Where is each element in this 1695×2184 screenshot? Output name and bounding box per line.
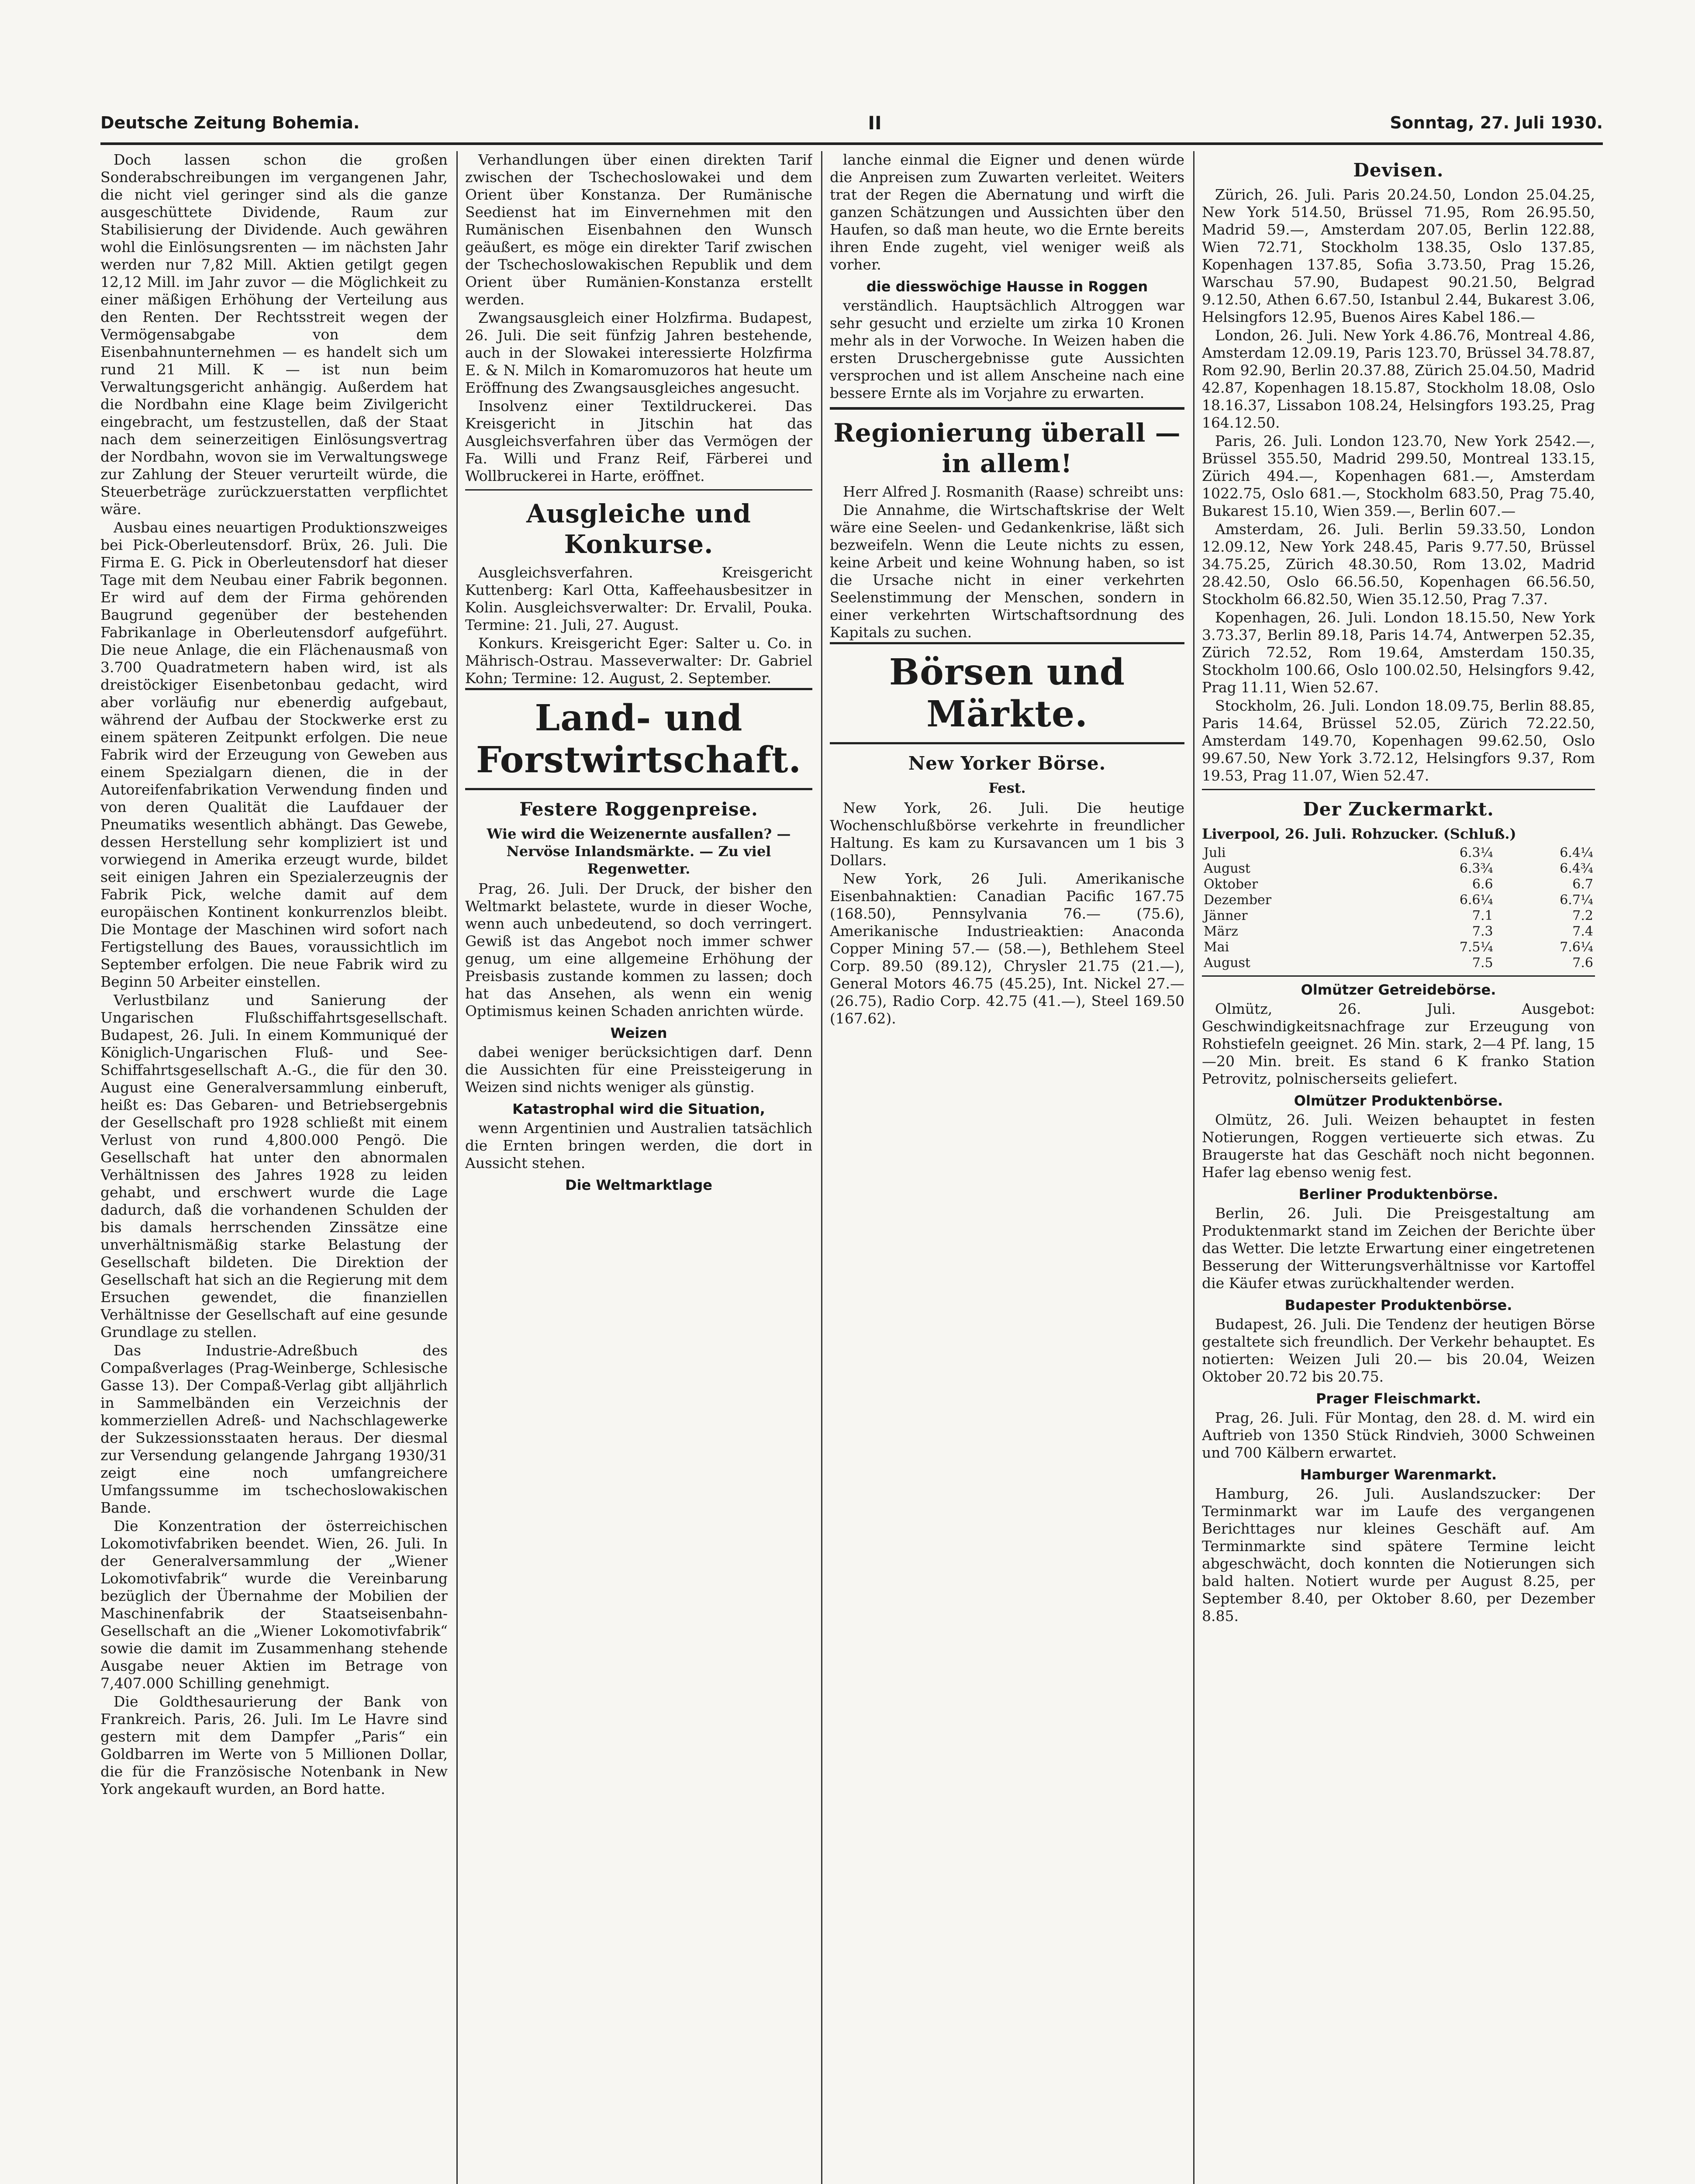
sugar-price: 6.6 bbox=[1472, 877, 1493, 892]
market-paragraph: Amsterdam, 26. Juli. Berlin 59.33.50, London 12.09.12, New York 248.45, Paris 9.77.50, Brüssel 34.75.25, Zürich 48.30.50, Rom 13.02, Madrid 28.42.50, Oslo 66.56.50, Kopenhagen 66.56.50, Stockholm 66.82.50, Wien 35.12.50, Prag 7.37. bbox=[1202, 521, 1595, 608]
column-1 bbox=[100, 151, 448, 2184]
sugar-price: 6.4¾ bbox=[1560, 861, 1593, 876]
article-paragraph: Verhandlungen über einen direkten Tarif zwischen der Tschechoslowakei und dem Orient über Konstanza. Der Rumänische Seedienst hat im Einvernehmen mit den Rumänischen Eisenbahnen den Wunsch geäußert, es möge ein direkter Tarif zwischen der Tschechoslowakischen Republik und dem Orient über Rumänien-Konstanza erstellt werden. bbox=[465, 151, 812, 308]
article-paragraph: dabei weniger berücksichtigen darf. Denn die Aussichten für eine Preissteigerung in Weizen sind nichts weniger als günstig. bbox=[465, 1044, 812, 1095]
article-paragraph: Zwangsausgleich einer Holzfirma. Budapest, 26. Juli. Die seit fünfzig Jahren bestehende, auch in der Slowakei interessierte Holzfirma E. & N. Milch in Komaromuzoros hat heute um Eröffnung des Zwangsausgleiches angesucht. bbox=[465, 309, 812, 396]
market-paragraph: Olmütz, 26. Juli. Weizen behauptet in festen Notierungen, Roggen vertieuerte sich etwas. Zu Braugerste hat das Geschäft noch nicht begonnen. Hafer lag ebenso wenig fest. bbox=[1202, 1111, 1595, 1181]
market-paragraph: Hamburg, 26. Juli. Auslandszucker: Der Terminmarkt war im Laufe des vergangenen Berichttages nur kleines Geschäft auf. Am Terminmarkte sind spätere Termine leicht abgeschwächt, doch konnten die Notierungen sich bald halten. Notiert wurde per August 8.25, per September 8.40, per Oktober 8.60, per Dezember 8.85. bbox=[1202, 1485, 1595, 1624]
page-header bbox=[100, 103, 1603, 145]
subheading: Prager Fleischmarkt. bbox=[1315, 1390, 1481, 1407]
market-paragraph: Kopenhagen, 26. Juli. London 18.15.50, New York 3.73.37, Berlin 89.18, Paris 14.74, Antwerpen 52.35, Zürich 72.52, Rom 19.64, Amsterdam 150.35, Stockholm 100.66, Oslo 100.02.50, Helsingfors 9.42, Prag 11.11, Wien 52.67. bbox=[1202, 609, 1595, 696]
subheading: Katastrophal wird die Situation, bbox=[512, 1101, 765, 1117]
market-paragraph: Stockholm, 26. Juli. London 18.09.75, Berlin 88.85, Paris 14.64, Brüssel 52.05, Zürich 72.22.50, Amsterdam 149.70, Kopenhagen 99.62.50, Oslo 99.67.50, New York 3.72.12, Helsingfors 9.37, Rom 19.53, Prag 11.07, Wien 52.47. bbox=[1202, 697, 1595, 784]
subheading: Die Weltmarktlage bbox=[565, 1177, 712, 1193]
sugar-price: 7.6 bbox=[1572, 955, 1593, 971]
sugar-price: 7.5¼ bbox=[1459, 940, 1493, 955]
section-box bbox=[830, 642, 1184, 744]
subheading: Hamburger Warenmarkt. bbox=[1300, 1466, 1497, 1483]
section-heading: Ausgleiche und Konkurse. bbox=[526, 499, 751, 559]
sugar-price: 7.6¼ bbox=[1560, 940, 1593, 955]
market-paragraph: Prag, 26. Juli. Für Montag, den 28. d. M. wird ein Auftrieb von 1350 Stück Rindvieh, 3000 Schweinen und 700 Kälbern erwartet. bbox=[1202, 1409, 1595, 1461]
subheading: Budapester Produktenbörse. bbox=[1284, 1297, 1512, 1313]
market-subheading: Liverpool, 26. Juli. Rohzucker. (Schluß.) bbox=[1202, 826, 1516, 842]
article-paragraph: Doch lassen schon die großen Sonderabschreibungen im vergangenen Jahr, die nicht viel geringer sind als die ganze ausgeschüttete Dividende, Raum zur Stabilisierung der Dividende. Auch gewähren wohl die Einlösungsrenten — im nächsten Jahr werden nur 7,82 Mill. Aktien getilgt gegen 12,12 Mill. im Jahr zuvor — die Möglichkeit zu einer mäßigen Erhöhung der Verteilung aus den Renten. Der Rechtsstreit wegen der Vermögensabgabe von dem Eisenbahnunternehmen — es handelt sich um rund 21 Mill. K — ist nun beim Verwaltungsgericht anhängig. Außerdem hat die Nordbahn eine Klage beim Zivilgericht eingebracht, um festzustellen, daß der Staat nach dem seinerzeitigen Einlösungsvertrag der Nordbahn, wovon sie im Verwaltungswege zur Zahlung der Steuer verurteilt würde, die Steuerbeträge zurückzuerstatten verpflichtet wäre. bbox=[100, 151, 448, 518]
article-paragraph: Herr Alfred J. Rosmanith (Raase) schreibt uns: bbox=[843, 483, 1184, 500]
sugar-row bbox=[1202, 924, 1595, 940]
divider bbox=[830, 407, 1184, 410]
sugar-row bbox=[1202, 861, 1595, 877]
column-2 bbox=[465, 151, 812, 2184]
sugar-price: 6.3¾ bbox=[1459, 861, 1493, 876]
subheading: die diesswöchige Hausse in Roggen bbox=[866, 278, 1148, 295]
subheading: Olmützer Getreidebörse. bbox=[1301, 981, 1496, 998]
sugar-row bbox=[1202, 845, 1595, 861]
sugar-month: Mai bbox=[1204, 940, 1229, 955]
sugar-price: 7.5 bbox=[1472, 955, 1493, 971]
newspaper-title: Deutsche Zeitung Bohemia. bbox=[100, 113, 360, 132]
sugar-price: 7.2 bbox=[1572, 908, 1593, 923]
subheading: Weizen bbox=[610, 1025, 667, 1041]
article-paragraph: New York, 26 Juli. Amerikanische Eisenbahnaktien: Canadian Pacific 167.75 (168.50), Pennsylvania 76.— (75.6), Amerikanische Industrieaktien: Anaconda Copper Mining 57.— (58.—), Bethlehem Steel Corp. 89.50 (89.12), Chrysler 21.75 (21.—), General Motors 46.75 (45.25), Int. Nickel 27.— (26.75), Radio Corp. 42.75 (41.—), Steel 169.50 (167.62). bbox=[830, 870, 1184, 1027]
article-paragraph: Die Goldthesaurierung der Bank von Frankreich. Paris, 26. Juli. Im Le Havre sind gestern mit dem Dampfer „Paris“ ein Goldbarren im Werte von 5 Millionen Dollar, die für die Französische Notenbank in New York angekauft wurden, an Bord hatte. bbox=[100, 1693, 448, 1797]
section-heading: Der Zuckermarkt. bbox=[1303, 798, 1494, 820]
sugar-price: 7.1 bbox=[1472, 908, 1493, 923]
article-paragraph: Ausgleichsverfahren. Kreisgericht Kuttenberg: Karl Otta, Kaffeehausbesitzer in Kolin. Ausgleichsverwalter: Dr. Ervalil, Pouka. Termine: 21. Juli, 27. August. bbox=[465, 564, 812, 633]
market-paragraph: Paris, 26. Juli. London 123.70, New York 2542.—, Brüssel 355.50, Madrid 299.50, Montreal 133.15, Zürich 494.—, Kopenhagen 681.—, Amsterdam 1022.75, Oslo 681.—, Stockholm 683.50, Prag 75.40, Bukarest 15.10, Wien 359.—, Berlin 607.— bbox=[1202, 432, 1595, 519]
sugar-month: August bbox=[1204, 861, 1250, 876]
article-paragraph: Verlustbilanz und Sanierung der Ungarischen Flußschiffahrtsgesellschaft. Budapest, 26. Juli. In einem Kommuniqué der Königlich-Ungarischen Fluß- und See-Schiffahrtsgesellschaft A.-G., die für den 30. August eine Generalversammlung einberuft, heißt es: Das Gebaren- und Betriebsergebnis der Gesellschaft pro 1928 schließt mit einem Verlust von rund 4,800.000 Pengö. Die Gesellschaft hat unter den abnormalen Verhältnissen des Jahres 1928 zu leiden gehabt, und erschwert wurde die Lage dadurch, daß die vorhandenen Schulden der bis damals herrschenden Zinssätze eine unverhältnismäßig starke Belastung der Gesellschaft bildeten. Die Direktion der Gesellschaft hat sich an die Regierung mit dem Ersuchen gewendet, die finanziellen Verhältnisse der Gesellschaft auf eine gesunde Grundlage zu stellen. bbox=[100, 992, 448, 1341]
article-paragraph: wenn Argentinien und Australien tatsächlich die Ernten bringen werden, die dort in Aussicht stehen. bbox=[465, 1120, 812, 1171]
article-kicker: Wie wird die Weizenernte ausfallen? — Nervöse Inlandsmärkte. — Zu viel Regenwetter. bbox=[487, 826, 791, 877]
article-paragraph: Die Annahme, die Wirtschaftskrise der Welt wäre eine Seelen- und Gedankenkrise, läßt sich bezweifeln. Wenn die Leute nichts zu essen, keine Arbeit und keine Wohnung haben, so ist die Ursache nicht in einer verkehrten Seelenstimmung der Menschen, sondern in einer verkehrten Wirtschaftsordnung des Kapitals zu suchen. bbox=[830, 501, 1184, 641]
sugar-month: Oktober bbox=[1204, 877, 1258, 892]
sugar-row bbox=[1202, 908, 1595, 924]
market-paragraph: Olmütz, 26. Juli. Ausgebot: Geschwindigkeitsnachfrage zur Erzeugung von Rohstiefeln geeignet. 26 Min. stark, 2—4 Pf. lang, 15—20 Min. breit. Es stand 6 K franko Station Petrovitz, polnischerseits geliefert. bbox=[1202, 1000, 1595, 1087]
article-paragraph: Die Konzentration der österreichischen Lokomotivfabriken beendet. Wien, 26. Juli. In der Generalversammlung der „Wiener Lokomotivfabrik“ wurde die Vereinbarung bezüglich der Übernahme der Mobilien der Maschinenfabrik der Staatseisenbahn-Gesellschaft an die „Wiener Lokomotivfabrik“ sowie die damit im Zusammenhang stehende Ausgabe neuer Aktien im Betrage von 7,407.000 Schilling genehmigt. bbox=[100, 1517, 448, 1692]
sugar-month: Dezember bbox=[1204, 892, 1272, 908]
article-paragraph: verständlich. Hauptsächlich Altroggen war sehr gesucht und erzielte um zirka 10 Kronen mehr als in der Vorwoche. In Weizen haben die ersten Druschergebnisse gute Aussichten versprochen und ist allem Anscheine nach eine bessere Ernte als im Vorjahre zu erwarten. bbox=[830, 297, 1184, 401]
article-paragraph: lanche einmal die Eigner und denen würde die Anpreisen zum Zuwarten verleitet. Weiters trat der Regen die Abernatung und wirft die ganzen Schätzungen und Aussichten über den Haufen, so daß man heute, wo die Ernte bereits ihren Ende zugeht, viel weniger weiß als vorher. bbox=[830, 151, 1184, 273]
sugar-month: Jänner bbox=[1204, 908, 1248, 923]
sugar-price: 7.3 bbox=[1472, 924, 1493, 939]
sugar-price: 6.7 bbox=[1572, 877, 1593, 892]
article-paragraph: New York, 26. Juli. Die heutige Wochenschlußbörse verkehrte in freundlicher Haltung. Es kam zu Kursavancen um 1 bis 3 Dollars. bbox=[830, 799, 1184, 869]
section-heading: Börsen und Märkte. bbox=[889, 651, 1125, 735]
columns bbox=[100, 151, 1603, 2184]
market-paragraph: London, 26. Juli. New York 4.86.76, Montreal 4.86, Amsterdam 12.09.19, Paris 123.70, Brüssel 34.78.87, Rom 92.90, Berlin 20.37.88, Zürich 25.04.50, Madrid 42.87, Kopenhagen 18.15.87, Stockholm 18.08, Oslo 18.16.37, Lissabon 108.24, Helsingfors 193.25, Prag 164.12.50. bbox=[1202, 327, 1595, 431]
sugar-month: August bbox=[1204, 955, 1250, 971]
sugar-price: 6.3¼ bbox=[1459, 845, 1493, 860]
sugar-row bbox=[1202, 877, 1595, 892]
sugar-price: 6.4¼ bbox=[1560, 845, 1593, 860]
section-box bbox=[465, 688, 812, 790]
column-3 bbox=[830, 151, 1184, 2184]
sugar-price: 7.4 bbox=[1572, 924, 1593, 939]
sugar-row bbox=[1202, 940, 1595, 955]
article-paragraph: Prag, 26. Juli. Der Druck, der bisher den Weltmarkt belastete, wurde in dieser Woche, wenn auch unbedeutend, so doch verringert. Gewiß ist das Angebot noch immer schwer genug, um eine allgemeine Erhöhung der Preisbasis zustande kommen zu lassen; doch hat das Ansehen, als wenn ein wenig Optimismus keinen Schaden anrichten würde. bbox=[465, 880, 812, 1019]
subheading: Olmützer Produktenbörse. bbox=[1294, 1092, 1503, 1109]
section-heading: Regionierung überall — in allem! bbox=[833, 418, 1181, 478]
divider bbox=[465, 489, 812, 491]
article-paragraph: Insolvenz einer Textildruckerei. Das Kreisgericht in Jitschin hat das Ausgleichsverfahren über das Vermögen der Fa. Willi und Franz Reif, Färberei und Wollbruckerei in Harte, eröffnet. bbox=[465, 397, 812, 484]
article-headline: Festere Roggenpreise. bbox=[519, 798, 758, 820]
market-paragraph: Zürich, 26. Juli. Paris 20.24.50, London 25.04.25, New York 514.50, Brüssel 71.95, Rom 26.95.50, Madrid 59.—, Amsterdam 207.05, Berlin 122.88, Wien 72.71, Stockholm 138.35, Oslo 137.85, Kopenhagen 137.85, Sofia 3.73.50, Prag 15.26, Warschau 57.90, Budapest 90.21.50, Belgrad 9.12.50, Athen 6.67.50, Istanbul 2.44, Bukarest 3.06, Helsingfors 12.95, Buenos Aires Kabel 186.— bbox=[1202, 186, 1595, 325]
section-heading: Land- und Forstwirtschaft. bbox=[476, 697, 802, 781]
article-paragraph: Das Industrie-Adreßbuch des Compaßverlages (Prag-Weinberge, Schlesische Gasse 13). Der Compaß-Verlag gibt alljährlich in Sammelbänden ein Verzeichnis der kommerziellen Adreß- und Nachschlagewerke der Sukzessionsstaaten heraus. Der diesmal zur Versendung gelangende Jahrgang 1930/31 zeigt eine noch umfangreichere Umfangssumme im tschechoslowakischen Bande. bbox=[100, 1342, 448, 1516]
sugar-price: 6.7¼ bbox=[1560, 892, 1593, 908]
sugar-month: Juli bbox=[1204, 845, 1226, 860]
article-paragraph: Ausbau eines neuartigen Produktionszweiges bei Pick-Oberleutensdorf. Brüx, 26. Juli. Die Firma E. G. Pick in Oberleutensdorf hat dieser Tage mit dem Neubau einer Fabrik begonnen. Er wird auf dem der Firma gehörenden Baugrund gegenüber der bestehenden Fabrikanlage in Oberleutensdorf aufgeführt. Die neue Anlage, die ein Flächenausmaß von 3.700 Quadratmetern haben wird, ist als dreistöckiger Eisenbetonbau gedacht, wird aber vorläufig nur ebenerdig aufgebaut, während der Aufbau der Stockwerke erst zu einem späteren Zeitpunkt erfolgen. Die neue Fabrik wird der Erzeugung von Geweben aus einem Spezialgarn dienen, die in der Autoreifenfabrikation Verwendung finden und von deren Qualität die Laufdauer der Pneumatiks wesentlich abhängt. Das Gewebe, dessen Herstellung sehr kompliziert ist und vorwiegend in Amerika erzeugt wurde, bildet seit einigen Jahren ein Spezialerzeugnis der Fabrik Pick, welche damit auf dem europäischen Kontinent konkurrenzlos bleibt. Die Montage der Maschinen wird sofort nach Fertigstellung des Baues, voraussichtlich im September erfolgen. Die neue Fabrik wird zu Beginn 50 Arbeiter einstellen. bbox=[100, 519, 448, 990]
article-paragraph: Konkurs. Kreisgericht Eger: Salter u. Co. in Mährisch-Ostrau. Masseverwalter: Dr. Gabriel Kohn; Termine: 12. August, 2. September. bbox=[465, 635, 812, 687]
section-heading: Devisen. bbox=[1353, 159, 1444, 181]
market-paragraph: Budapest, 26. Juli. Die Tendenz der heutigen Börse gestaltete sich freundlich. Der Verkehr behauptet. Es notierten: Weizen Juli 20.— bis 20.04, Weizen Oktober 20.72 bis 20.75. bbox=[1202, 1316, 1595, 1385]
divider bbox=[1202, 975, 1595, 977]
issue-date: Sonntag, 27. Juli 1930. bbox=[1390, 113, 1603, 132]
sugar-table bbox=[1202, 845, 1595, 971]
sugar-month: März bbox=[1204, 924, 1238, 939]
subheading: Berliner Produktenbörse. bbox=[1298, 1186, 1498, 1203]
article-kicker: Fest. bbox=[988, 780, 1026, 796]
sugar-row bbox=[1202, 892, 1595, 908]
column-4 bbox=[1202, 151, 1595, 2184]
divider bbox=[1202, 789, 1595, 790]
page-number: II bbox=[868, 112, 882, 134]
sugar-price: 6.6¼ bbox=[1459, 892, 1493, 908]
article-headline: New Yorker Börse. bbox=[908, 753, 1106, 774]
market-paragraph: Berlin, 26. Juli. Die Preisgestaltung am Produktenmarkt stand im Zeichen der Berichte über das Wetter. Die letzte Erwartung einer eingetretenen Besserung der Witterungsverhältnisse vor Kartoffel die Käufer etwas zurückhaltender werden. bbox=[1202, 1205, 1595, 1292]
sugar-row bbox=[1202, 955, 1595, 971]
